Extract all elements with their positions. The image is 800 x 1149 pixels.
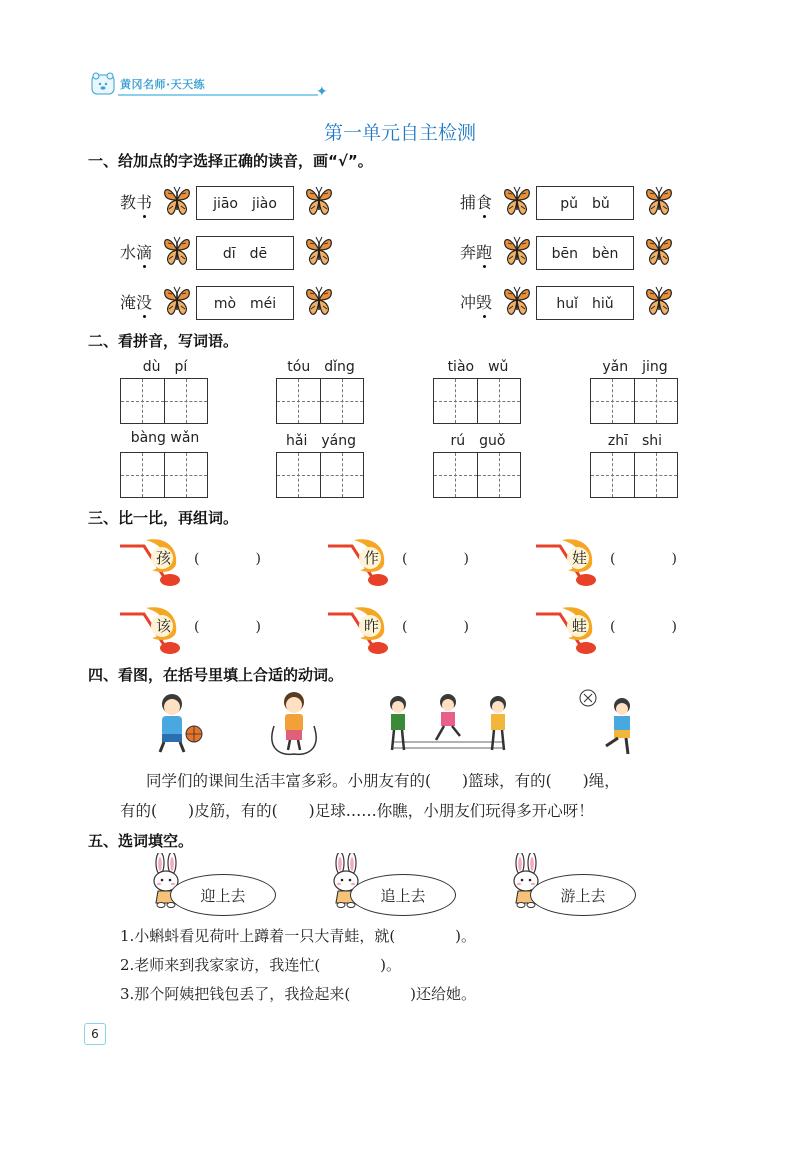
word-item: 淹没 <box>120 293 153 312</box>
question-1: 1.小蝌蚪看见荷叶上蹲着一只大青蛙，就( )。 <box>120 927 477 945</box>
writing-grid[interactable] <box>276 452 364 498</box>
pinyin-label: tiào wǔ <box>447 359 509 375</box>
compare-char: 该 <box>156 617 172 635</box>
section4-heading: 四、看图，在括号里填上合适的动词。 <box>88 666 344 684</box>
compare-char: 蛙 <box>572 617 588 635</box>
pinyin-label: zhī shi <box>607 433 663 449</box>
bear-icon <box>90 72 116 96</box>
writing-grid[interactable] <box>276 378 364 424</box>
butterfly-icon <box>304 182 334 218</box>
butterfly-icon <box>162 232 192 268</box>
word-choice-oval: 追上去 <box>350 874 456 916</box>
word-choice-oval: 游上去 <box>530 874 636 916</box>
pinyin-choice-box[interactable]: mò méi <box>196 286 294 320</box>
pinyin-choice-box[interactable]: jiāo jiào <box>196 186 294 220</box>
compare-char: 昨 <box>364 617 380 635</box>
star-icon: ✦ <box>316 84 328 100</box>
page-number: 6 <box>84 1023 106 1045</box>
soccer-kid-image <box>576 688 646 760</box>
butterfly-icon <box>644 232 674 268</box>
header-rule <box>118 94 318 96</box>
pinyin-label: tóu dǐng <box>287 359 355 375</box>
writing-grid[interactable] <box>590 378 678 424</box>
header-brand <box>90 72 328 100</box>
pinyin-label: yǎn jing <box>602 359 668 375</box>
music-note-icon <box>326 606 400 656</box>
answer-paren[interactable]: ( ) <box>402 551 469 567</box>
page-title: 第一单元自主检测 <box>323 122 476 144</box>
question-2: 2.老师来到我家家访，我连忙( )。 <box>120 956 402 974</box>
music-note-icon <box>326 538 400 588</box>
butterfly-icon <box>644 282 674 318</box>
writing-grid[interactable] <box>120 378 208 424</box>
writing-grid[interactable] <box>120 452 208 498</box>
rubber-band-kids-image <box>386 692 516 756</box>
butterfly-icon <box>644 182 674 218</box>
section3-heading: 三、比一比，再组词。 <box>88 509 239 527</box>
jump-rope-kid-image <box>262 690 326 758</box>
pinyin-choice-box[interactable]: huǐ hiǔ <box>536 286 634 320</box>
answer-paren[interactable]: ( ) <box>402 619 469 635</box>
passage-line-2: 有的( )皮筋，有的( )足球……你瞧，小朋友们玩得多开心呀！ <box>120 802 594 820</box>
word-item: 水滴 <box>120 243 153 262</box>
butterfly-icon <box>162 282 192 318</box>
answer-paren[interactable]: ( ) <box>610 551 677 567</box>
brand-text: 黄冈名师·天天练 <box>120 78 206 91</box>
section1-heading: 一、给加点的字选择正确的读音，画“√”。 <box>88 152 373 170</box>
writing-grid[interactable] <box>433 378 521 424</box>
section5-heading: 五、选词填空。 <box>88 832 194 850</box>
answer-paren[interactable]: ( ) <box>194 551 261 567</box>
butterfly-icon <box>304 282 334 318</box>
pinyin-label: bàng wǎn <box>130 430 200 446</box>
pinyin-label: rú guǒ <box>450 433 506 449</box>
word-item: 教书 <box>120 193 153 212</box>
word-item: 奔跑 <box>460 243 493 262</box>
question-3: 3.那个阿姨把钱包丢了，我捡起来( )还给她。 <box>120 985 477 1003</box>
butterfly-icon <box>304 232 334 268</box>
music-note-icon <box>118 606 192 656</box>
butterfly-icon <box>502 282 532 318</box>
compare-char: 孩 <box>156 549 172 567</box>
pinyin-choice-box[interactable]: pǔ bǔ <box>536 186 634 220</box>
music-note-icon <box>118 538 192 588</box>
answer-paren[interactable]: ( ) <box>610 619 677 635</box>
section2-heading: 二、看拼音，写词语。 <box>88 332 239 350</box>
butterfly-icon <box>502 182 532 218</box>
writing-grid[interactable] <box>433 452 521 498</box>
compare-char: 娃 <box>572 549 588 567</box>
passage-line-1: 同学们的课间生活丰富多彩。小朋友有的( )篮球，有的( )绳， <box>146 772 620 790</box>
butterfly-icon <box>162 182 192 218</box>
pinyin-label: dù pí <box>142 359 188 375</box>
pinyin-choice-box[interactable]: dī dē <box>196 236 294 270</box>
butterfly-icon <box>502 232 532 268</box>
music-note-icon <box>534 538 608 588</box>
word-item: 捕食 <box>460 193 493 212</box>
compare-char: 作 <box>364 549 380 567</box>
answer-paren[interactable]: ( ) <box>194 619 261 635</box>
pinyin-choice-box[interactable]: bēn bèn <box>536 236 634 270</box>
basketball-kid-image <box>150 692 206 754</box>
word-choice-oval: 迎上去 <box>170 874 276 916</box>
music-note-icon <box>534 606 608 656</box>
pinyin-label: hǎi yáng <box>286 433 356 449</box>
writing-grid[interactable] <box>590 452 678 498</box>
word-item: 冲毁 <box>460 293 493 312</box>
